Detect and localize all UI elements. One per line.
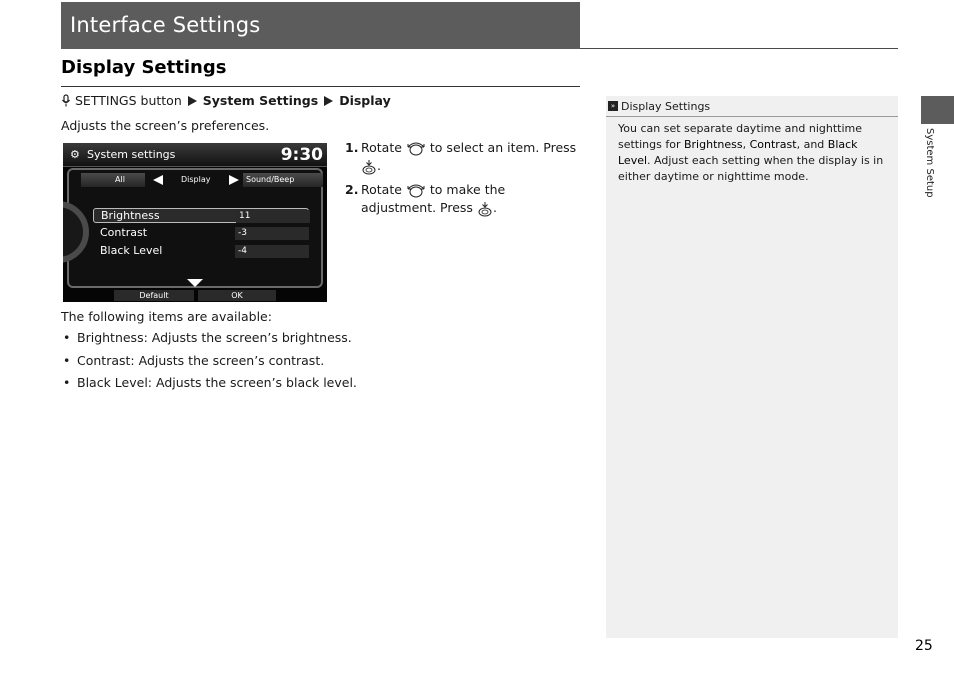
screen-title-bar [63,143,327,167]
chapter-tab-label: System Setup [924,128,935,198]
breadcrumb-arrow-icon [188,96,197,106]
screen-button-default: Default [114,290,194,301]
screen-tab-display: Display [181,175,211,184]
press-dial-icon [477,201,493,217]
screen-row-black-level [93,244,309,259]
sidebar-heading-text: Display Settings [621,99,711,113]
section-rule [61,86,580,87]
list-item [61,330,357,353]
row-label: Black Level [100,244,163,257]
screen-clock: 9:30 [280,145,323,165]
step-text: Rotate [361,140,402,155]
intro-text: Adjusts the screen’s preferences. [61,118,270,133]
sidebar-note [606,96,898,638]
tab-bg [81,173,145,187]
breadcrumb-arrow-icon [324,96,333,106]
list-item [61,375,357,398]
step-text: to make the adjustment. Press [361,182,506,215]
page-number: 25 [915,638,933,654]
breadcrumb [61,93,391,108]
item-term: Black Level: [77,375,152,390]
item-term: Brightness: [77,330,148,345]
step-text: Rotate [361,182,402,197]
scroll-down-icon [187,279,203,287]
sidebar-term: Brightness [683,138,743,151]
row-value: -4 [235,245,309,258]
step-text: . [492,200,497,215]
row-label: Brightness [101,209,160,222]
step-number: 2. [345,182,359,197]
breadcrumb-item-system-settings: System Settings [202,93,319,108]
item-term: Contrast: [77,352,135,368]
sidebar-term: Contrast [749,138,797,151]
step-item [345,181,580,217]
available-intro: The following items are available: [61,309,272,324]
chapter-tab-marker [921,96,954,124]
sidebar-body [618,121,890,185]
items-list [61,330,357,398]
nav-screen-image [63,143,327,302]
screen-button-bar [63,290,327,302]
sidebar-text: You can set separate daytime and nighttime settings for [618,122,863,151]
header-rule [580,48,898,49]
screen-tabs [81,173,323,187]
screen-tab-sound: Sound/Beep [246,175,295,184]
gear-icon: ⚙ [70,148,80,161]
chapter-header [61,2,580,49]
steps-list [345,139,580,223]
step-text: . [377,158,381,173]
chapter-title: Interface Settings [70,13,261,37]
breadcrumb-lead: SETTINGS button [75,93,182,108]
breadcrumb-item-display: Display [339,93,391,108]
sidebar-text: . Adjust each setting when the display is in either daytime or nighttime mode. [618,154,884,183]
row-value: -3 [235,227,309,240]
item-desc: Adjusts the screen’s brightness. [151,330,352,345]
screen-title: System settings [87,148,176,161]
sidebar-text: , [742,138,750,151]
arrow-left-icon [153,175,163,185]
rotate-dial-icon [406,183,426,199]
step-number: 1. [345,140,359,155]
rotate-dial-icon [406,141,426,157]
screen-row-contrast [93,226,309,241]
screen-tab-all: All [115,175,125,184]
item-desc: Adjusts the screen’s black level. [155,375,357,390]
press-dial-icon [361,159,377,175]
sidebar-text: , and [796,138,828,151]
double-chevron-icon: » [608,101,618,111]
sidebar-heading [606,96,898,117]
sidebar-term: Black Level [618,138,858,167]
voice-command-icon [61,94,71,107]
step-text: to select an item. Press [429,140,577,155]
row-label: Contrast [100,226,148,239]
list-item [61,353,357,376]
screen-row-brightness [93,208,309,223]
row-value: 11 [236,210,310,223]
section-title: Display Settings [61,57,227,78]
step-item [345,139,580,175]
arrow-right-icon [229,175,239,185]
item-desc: Adjusts the screen’s contrast. [138,352,325,368]
screen-button-ok: OK [198,290,276,301]
